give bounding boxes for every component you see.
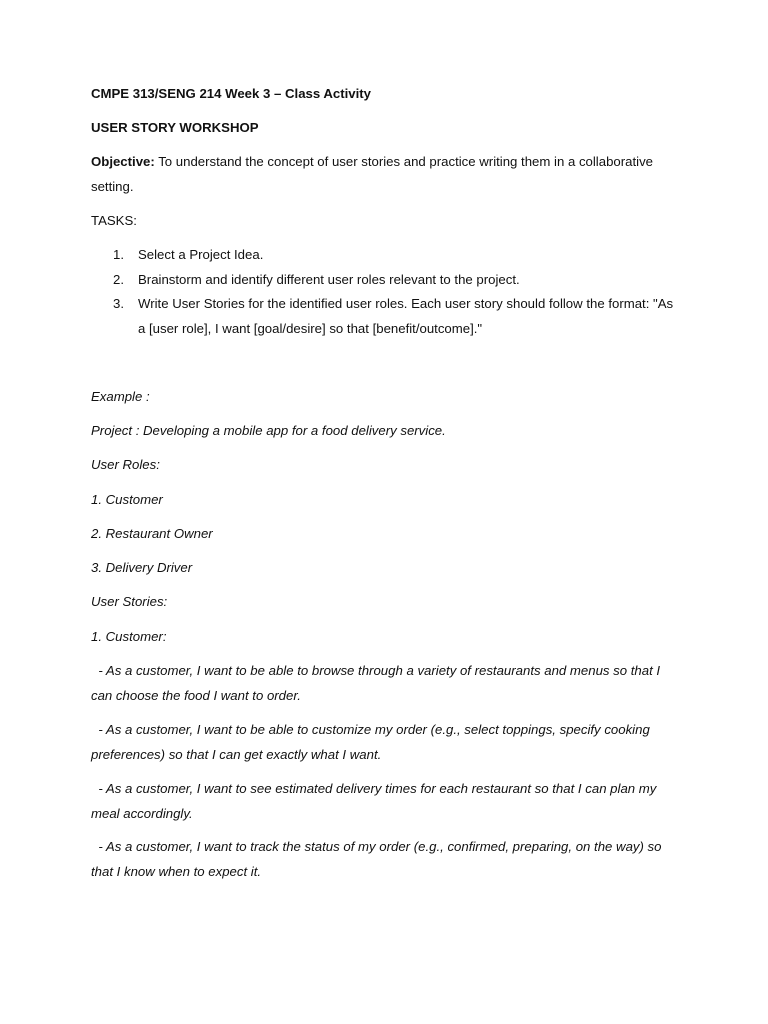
user-roles-heading: User Roles: <box>91 457 160 472</box>
customer-heading: 1. Customer: <box>91 629 167 644</box>
customer-story: - As a customer, I want to track the status of my order (e.g., confirmed, preparing, on the way) so that I know when to expect it. <box>91 839 666 879</box>
example-heading: Example : <box>91 389 150 404</box>
customer-story: - As a customer, I want to be able to browse through a variety of restaurants and menus so that I can choose the food I want to order. <box>91 663 664 703</box>
task-text: Write User Stories for the identified user roles. Each user story should follow the format: "As a [user role], I want [goal/desire] so that [benefit/outcome]." <box>138 296 674 336</box>
role-item: 1. Customer <box>91 492 163 507</box>
task-number: 3. <box>113 296 124 311</box>
task-text: Brainstorm and identify different user roles relevant to the project. <box>138 272 520 287</box>
task-item <box>113 268 678 293</box>
role-item: 2. Restaurant Owner <box>91 526 213 541</box>
customer-story: - As a customer, I want to be able to customize my order (e.g., select toppings, specify cooking preferences) so that I can get exactly what I want. <box>91 722 654 762</box>
task-number: 2. <box>113 272 124 287</box>
project-line: Project : Developing a mobile app for a food delivery service. <box>91 423 446 438</box>
customer-story: - As a customer, I want to see estimated delivery times for each restaurant so that I can plan my meal accordingly. <box>91 781 661 821</box>
objective-text: To understand the concept of user stories and practice writing them in a collaborative setting. <box>91 154 653 194</box>
role-item: 3. Delivery Driver <box>91 560 193 575</box>
user-stories-heading: User Stories: <box>91 594 168 609</box>
course-title: CMPE 313/SENG 214 Week 3 – Class Activity <box>91 86 372 101</box>
objective-label: Objective: <box>91 154 155 169</box>
tasks-heading: TASKS: <box>91 213 137 228</box>
task-number: 1. <box>113 247 124 262</box>
task-text: Select a Project Idea. <box>138 247 264 262</box>
objective-paragraph <box>91 150 676 199</box>
task-item <box>113 243 678 268</box>
workshop-title: USER STORY WORKSHOP <box>91 120 259 135</box>
task-item <box>113 292 678 341</box>
